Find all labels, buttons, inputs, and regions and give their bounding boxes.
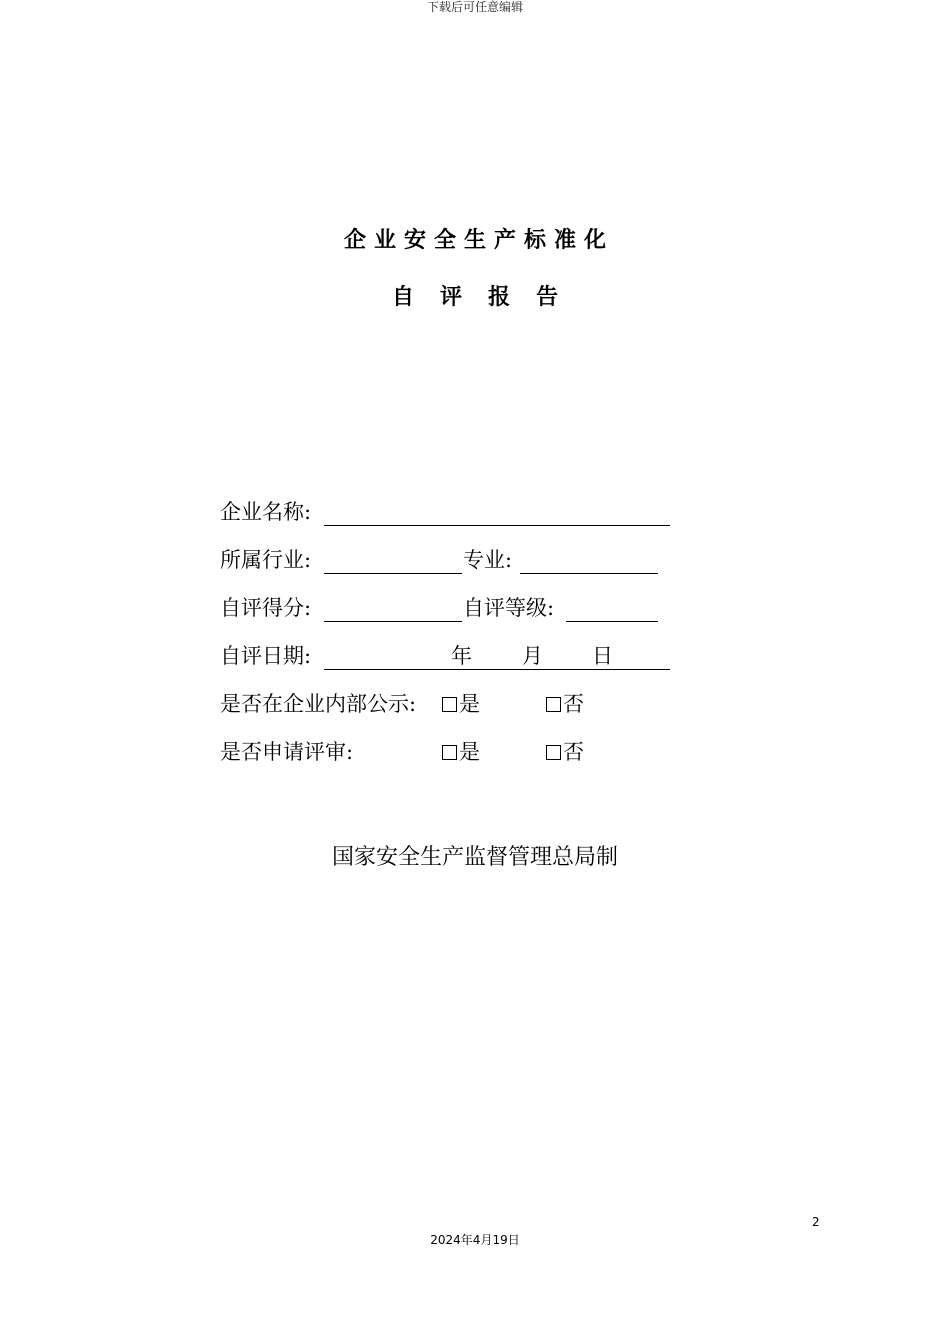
date-year-label: 年 — [451, 644, 472, 668]
date-field[interactable] — [324, 669, 670, 670]
enterprise-name-label: 企业名称: — [220, 500, 312, 524]
review-yes-label: 是 — [459, 740, 480, 764]
date-day-label: 日 — [592, 644, 613, 668]
review-yes-checkbox[interactable] — [442, 745, 457, 760]
page-number: 2 — [812, 1215, 820, 1229]
review-label: 是否申请评审: — [220, 740, 354, 764]
publicity-no-option[interactable] — [546, 688, 584, 720]
specialty-label: 专业: — [463, 548, 513, 572]
review-no-checkbox[interactable] — [546, 745, 561, 760]
industry-field[interactable] — [324, 573, 462, 574]
enterprise-name-field[interactable] — [324, 525, 670, 526]
publicity-yes-option[interactable] — [442, 688, 480, 720]
publicity-label: 是否在企业内部公示: — [220, 692, 417, 716]
review-no-label: 否 — [563, 740, 584, 764]
publicity-no-label: 否 — [563, 692, 584, 716]
review-no-option[interactable] — [546, 736, 584, 768]
grade-label: 自评等级: — [463, 596, 555, 620]
publicity-yes-label: 是 — [459, 692, 480, 716]
review-yes-option[interactable] — [442, 736, 480, 768]
score-field[interactable] — [324, 621, 462, 622]
specialty-field[interactable] — [520, 573, 658, 574]
grade-field[interactable] — [566, 621, 658, 622]
issuing-organization: 国家安全生产监督管理总局制 — [331, 845, 618, 870]
publicity-no-checkbox[interactable] — [546, 697, 561, 712]
footer-date: 2024年4月19日 — [430, 1233, 520, 1247]
score-label: 自评得分: — [220, 596, 312, 620]
document-subtitle: 自评报告 — [391, 285, 584, 310]
publicity-yes-checkbox[interactable] — [442, 697, 457, 712]
date-month-label: 月 — [522, 644, 543, 668]
date-label: 自评日期: — [220, 644, 312, 668]
document-title: 企业安全生产标准化 — [343, 228, 614, 253]
header-note: 下载后可任意编辑 — [426, 0, 523, 14]
industry-label: 所属行业: — [220, 548, 312, 572]
